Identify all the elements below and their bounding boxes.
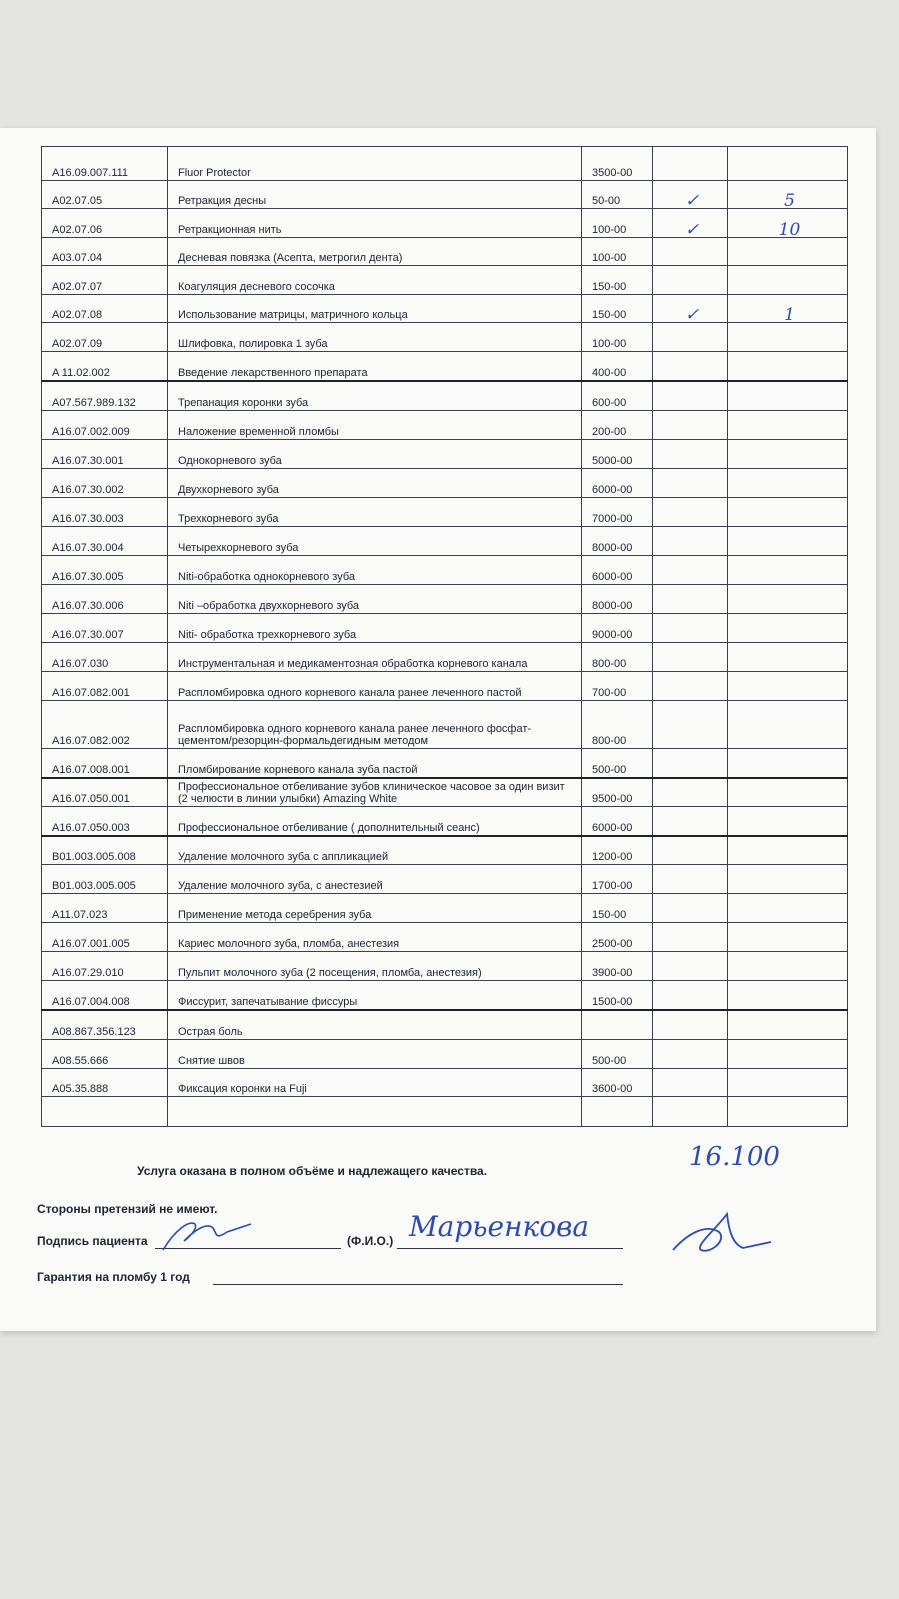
service-code: A16.07.050.003 <box>42 807 168 836</box>
table-row <box>42 181 848 209</box>
check-mark <box>653 807 728 836</box>
handwritten-qty <box>728 749 848 778</box>
service-price: 100-00 <box>582 323 653 352</box>
service-code: A02.07.07 <box>42 266 168 295</box>
service-name: Трепанация коронки зуба <box>168 381 582 411</box>
check-mark <box>653 469 728 498</box>
service-price: 8000-00 <box>582 585 653 614</box>
table-row <box>42 923 848 952</box>
service-name: Снятие швов <box>168 1040 582 1069</box>
service-name: Использование матрицы, матричного кольца <box>168 295 582 323</box>
service-code: A16.07.082.002 <box>42 701 168 749</box>
table-row <box>42 643 848 672</box>
service-name: Четырехкорневого зуба <box>168 527 582 556</box>
service-name: Коагуляция десневого сосочка <box>168 266 582 295</box>
service-price: 1200-00 <box>582 836 653 865</box>
handwritten-qty <box>728 147 848 181</box>
doctor-signature <box>667 1202 777 1262</box>
service-code: A16.07.30.004 <box>42 527 168 556</box>
service-code <box>42 1097 168 1127</box>
service-price: 6000-00 <box>582 469 653 498</box>
check-mark <box>653 923 728 952</box>
check-mark <box>653 585 728 614</box>
price-table <box>41 146 848 1127</box>
service-code: A16.07.082.001 <box>42 672 168 701</box>
service-name: Niti- обработка трехкорневого зуба <box>168 614 582 643</box>
service-code: A16.07.29.010 <box>42 952 168 981</box>
service-code: A16.07.002.009 <box>42 411 168 440</box>
service-name: Наложение временной пломбы <box>168 411 582 440</box>
table-row <box>42 469 848 498</box>
warranty-line <box>213 1284 623 1285</box>
check-mark: ✓ <box>653 209 728 238</box>
handwritten-qty <box>728 469 848 498</box>
table-row <box>42 1069 848 1097</box>
handwritten-qty <box>728 778 848 807</box>
service-code: A02.07.06 <box>42 209 168 238</box>
handwritten-qty <box>728 614 848 643</box>
service-price: 6000-00 <box>582 807 653 836</box>
check-mark <box>653 643 728 672</box>
no-claims-text: Стороны претензий не имеют. <box>37 1202 218 1216</box>
table-row <box>42 836 848 865</box>
check-mark <box>653 323 728 352</box>
service-price: 600-00 <box>582 381 653 411</box>
service-name: Двухкорневого зуба <box>168 469 582 498</box>
table-row <box>42 295 848 323</box>
table-row <box>42 894 848 923</box>
service-code: A 11.02.002 <box>42 352 168 381</box>
check-mark <box>653 498 728 527</box>
handwritten-qty <box>728 527 848 556</box>
table-row <box>42 238 848 266</box>
service-name: Кариес молочного зуба, пломба, анестезия <box>168 923 582 952</box>
fio-handwritten: Марьенкова <box>409 1210 590 1243</box>
service-price: 1500-00 <box>582 981 653 1010</box>
document-sheet <box>0 128 876 1331</box>
service-price: 9500-00 <box>582 778 653 807</box>
check-mark <box>653 701 728 749</box>
service-code: A16.07.30.003 <box>42 498 168 527</box>
service-price: 6000-00 <box>582 556 653 585</box>
service-name: Ретракционная нить <box>168 209 582 238</box>
table-row <box>42 527 848 556</box>
table-row <box>42 952 848 981</box>
table-row <box>42 323 848 352</box>
table-row <box>42 585 848 614</box>
service-code: A16.07.30.005 <box>42 556 168 585</box>
service-price: 500-00 <box>582 1040 653 1069</box>
service-price: 400-00 <box>582 352 653 381</box>
service-name: Профессиональное отбеливание зубов клиническое часовое за один визит (2 челюсти в линии улыбки) Amazing White <box>168 778 582 807</box>
check-mark <box>653 778 728 807</box>
service-code: A16.07.30.001 <box>42 440 168 469</box>
handwritten-qty <box>728 556 848 585</box>
service-code: A08.55.666 <box>42 1040 168 1069</box>
fio-label: (Ф.И.О.) <box>347 1234 394 1248</box>
service-code: A16.07.030 <box>42 643 168 672</box>
warranty-text: Гарантия на пломбу 1 год <box>37 1270 190 1284</box>
handwritten-qty <box>728 701 848 749</box>
handwritten-qty <box>728 266 848 295</box>
check-mark <box>653 556 728 585</box>
check-mark: ✓ <box>653 295 728 323</box>
service-code: A16.07.30.002 <box>42 469 168 498</box>
patient-signature <box>155 1210 255 1254</box>
handwritten-qty <box>728 498 848 527</box>
service-price: 150-00 <box>582 894 653 923</box>
service-name: Пульпит молочного зуба (2 посещения, пломба, анестезия) <box>168 952 582 981</box>
service-name <box>168 1097 582 1127</box>
table-row <box>42 1010 848 1040</box>
service-name: Ретракция десны <box>168 181 582 209</box>
check-mark <box>653 266 728 295</box>
service-name: Шлифовка, полировка 1 зуба <box>168 323 582 352</box>
service-code: A02.07.09 <box>42 323 168 352</box>
check-mark <box>653 238 728 266</box>
check-mark <box>653 527 728 556</box>
table-row <box>42 209 848 238</box>
handwritten-qty: 5 <box>728 181 848 209</box>
fio-line <box>397 1248 623 1249</box>
service-name: Десневая повязка (Асепта, метрогил дента) <box>168 238 582 266</box>
service-name: Однокорневого зуба <box>168 440 582 469</box>
handwritten-qty <box>728 923 848 952</box>
service-code: A16.07.30.007 <box>42 614 168 643</box>
service-name: Распломбировка одного корневого канала ранее леченного фосфат-цементом/резорцин-формальдегидным методом <box>168 701 582 749</box>
table-row <box>42 614 848 643</box>
service-price: 100-00 <box>582 209 653 238</box>
handwritten-qty <box>728 238 848 266</box>
service-name: Niti-обработка однокорневого зуба <box>168 556 582 585</box>
service-code: A05.35.888 <box>42 1069 168 1097</box>
table-row <box>42 865 848 894</box>
check-mark <box>653 981 728 1010</box>
service-price: 200-00 <box>582 411 653 440</box>
table-row <box>42 440 848 469</box>
service-price: 3900-00 <box>582 952 653 981</box>
check-mark <box>653 1069 728 1097</box>
table-row <box>42 266 848 295</box>
service-code: A07.567.989.132 <box>42 381 168 411</box>
service-name: Фиссурит, запечатывание фиссуры <box>168 981 582 1010</box>
check-mark <box>653 614 728 643</box>
service-name: Удаление молочного зуба с аппликацией <box>168 836 582 865</box>
handwritten-qty <box>728 411 848 440</box>
service-name: Применение метода серебрения зуба <box>168 894 582 923</box>
handwritten-qty <box>728 585 848 614</box>
service-code: A16.07.008.001 <box>42 749 168 778</box>
service-price <box>582 1010 653 1040</box>
service-name: Острая боль <box>168 1010 582 1040</box>
service-name: Профессиональное отбеливание ( дополнительный сеанс) <box>168 807 582 836</box>
handwritten-qty <box>728 1069 848 1097</box>
check-mark <box>653 1097 728 1127</box>
handwritten-qty <box>728 836 848 865</box>
service-price: 1700-00 <box>582 865 653 894</box>
service-price: 800-00 <box>582 643 653 672</box>
service-name: Фиксация коронки на Fuji <box>168 1069 582 1097</box>
check-mark <box>653 1040 728 1069</box>
service-name: Распломбировка одного корневого канала ранее леченного пастой <box>168 672 582 701</box>
check-mark <box>653 440 728 469</box>
handwritten-qty <box>728 865 848 894</box>
service-code: A16.07.001.005 <box>42 923 168 952</box>
service-price: 8000-00 <box>582 527 653 556</box>
service-name: Fluor Protector <box>168 147 582 181</box>
service-name: Инструментальная и медикаментозная обработка корневого канала <box>168 643 582 672</box>
handwritten-qty <box>728 672 848 701</box>
service-code: A02.07.05 <box>42 181 168 209</box>
service-statement: Услуга оказана в полном объёме и надлежащего качества. <box>137 1164 488 1178</box>
service-price: 150-00 <box>582 295 653 323</box>
check-mark <box>653 894 728 923</box>
service-name: Трехкорневого зуба <box>168 498 582 527</box>
table-row <box>42 1097 848 1127</box>
service-code: B01.003.005.005 <box>42 865 168 894</box>
service-price: 50-00 <box>582 181 653 209</box>
check-mark <box>653 836 728 865</box>
handwritten-qty <box>728 381 848 411</box>
document-footer <box>37 1142 867 1358</box>
service-price: 9000-00 <box>582 614 653 643</box>
handwritten-qty <box>728 1010 848 1040</box>
service-code: A03.07.04 <box>42 238 168 266</box>
table-row <box>42 807 848 836</box>
handwritten-qty <box>728 1097 848 1127</box>
handwritten-qty <box>728 643 848 672</box>
handwritten-qty <box>728 952 848 981</box>
service-price: 7000-00 <box>582 498 653 527</box>
check-mark: ✓ <box>653 181 728 209</box>
service-code: A08.867.356.123 <box>42 1010 168 1040</box>
check-mark <box>653 952 728 981</box>
handwritten-total: 16.100 <box>689 1142 780 1172</box>
table-row <box>42 352 848 381</box>
handwritten-qty <box>728 1040 848 1069</box>
check-mark <box>653 749 728 778</box>
handwritten-qty <box>728 981 848 1010</box>
service-name: Введение лекарственного препарата <box>168 352 582 381</box>
check-mark <box>653 672 728 701</box>
service-name: Пломбирование корневого канала зуба пастой <box>168 749 582 778</box>
check-mark <box>653 352 728 381</box>
check-mark <box>653 1010 728 1040</box>
check-mark <box>653 411 728 440</box>
service-price: 3600-00 <box>582 1069 653 1097</box>
handwritten-qty <box>728 323 848 352</box>
handwritten-qty: 10 <box>728 209 848 238</box>
service-price <box>582 1097 653 1127</box>
check-mark <box>653 381 728 411</box>
table-row <box>42 701 848 749</box>
service-price: 700-00 <box>582 672 653 701</box>
handwritten-qty: 1 <box>728 295 848 323</box>
handwritten-qty <box>728 352 848 381</box>
service-code: A16.07.004.008 <box>42 981 168 1010</box>
table-row <box>42 411 848 440</box>
service-code: B01.003.005.008 <box>42 836 168 865</box>
table-row <box>42 556 848 585</box>
service-price: 2500-00 <box>582 923 653 952</box>
service-price: 500-00 <box>582 749 653 778</box>
service-price: 150-00 <box>582 266 653 295</box>
service-name: Niti –обработка двухкорневого зуба <box>168 585 582 614</box>
service-code: A11.07.023 <box>42 894 168 923</box>
service-name: Удаление молочного зуба, с анестезией <box>168 865 582 894</box>
handwritten-qty <box>728 807 848 836</box>
table-row <box>42 981 848 1010</box>
handwritten-qty <box>728 440 848 469</box>
service-code: A02.07.08 <box>42 295 168 323</box>
table-row <box>42 381 848 411</box>
service-code: A16.07.30.006 <box>42 585 168 614</box>
check-mark <box>653 147 728 181</box>
service-price: 3500-00 <box>582 147 653 181</box>
table-row <box>42 498 848 527</box>
service-price: 100-00 <box>582 238 653 266</box>
service-price: 800-00 <box>582 701 653 749</box>
service-code: A16.07.050.001 <box>42 778 168 807</box>
service-code: A16.09.007.111 <box>42 147 168 181</box>
table-row <box>42 778 848 807</box>
handwritten-qty <box>728 894 848 923</box>
table-row <box>42 147 848 181</box>
check-mark <box>653 865 728 894</box>
signature-label: Подпись пациента <box>37 1234 148 1248</box>
service-price: 5000-00 <box>582 440 653 469</box>
table-row <box>42 672 848 701</box>
table-row <box>42 749 848 778</box>
table-row <box>42 1040 848 1069</box>
